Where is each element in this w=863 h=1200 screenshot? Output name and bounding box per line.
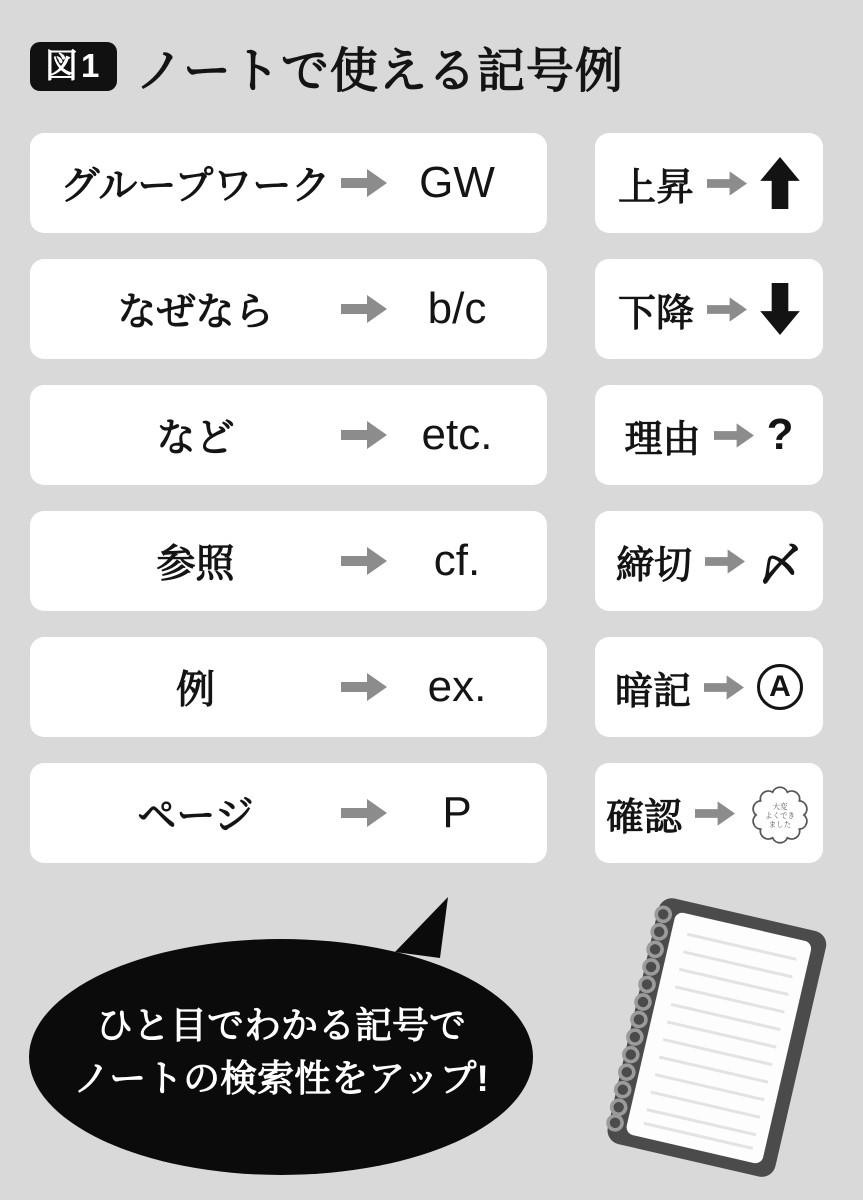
figure-number-badge: 図1: [30, 42, 117, 90]
bubble-caption: [45, 1000, 517, 1105]
symbol-card-confirm: [595, 763, 823, 863]
symbol-card-deadline: [595, 511, 823, 611]
card-label: グループワーク: [60, 165, 331, 208]
right-arrow-icon: [704, 675, 744, 700]
bubble-caption-line2: ノートの検索性をアップ!: [73, 1057, 489, 1099]
svg-text:よくでき: よくでき: [765, 811, 795, 820]
up-arrow-icon: [760, 157, 800, 209]
card-label: なぜなら: [117, 291, 274, 334]
card-label: 確認: [605, 796, 682, 839]
right-arrow-icon: [707, 297, 747, 322]
right-arrow-icon: [714, 423, 754, 448]
card-symbol: etc.: [421, 410, 493, 459]
card-label: 上昇: [617, 166, 694, 209]
svg-text:ました: ました: [768, 820, 792, 829]
card-label: 参照: [156, 543, 235, 586]
symbol-card-etcetera: [30, 385, 547, 485]
symbol-card-fall: [595, 259, 823, 359]
svg-text:大変: 大変: [772, 802, 788, 811]
card-symbol: ?: [766, 410, 794, 459]
card-symbol: 〆: [758, 541, 802, 590]
approval-stamp-icon: [748, 781, 812, 845]
symbol-card-memorize: [595, 637, 823, 737]
card-label: 暗記: [614, 670, 691, 713]
card-label: ページ: [137, 795, 254, 838]
right-arrow-icon: [341, 421, 387, 449]
symbol-card-groupwork: [30, 133, 547, 233]
card-label: 下降: [617, 292, 694, 335]
right-arrow-icon: [341, 295, 387, 323]
right-arrow-icon: [695, 801, 735, 826]
right-arrow-icon: [707, 171, 747, 196]
card-label: 例: [175, 669, 215, 712]
left-column: [30, 133, 547, 889]
symbol-card-page: [30, 763, 547, 863]
right-arrow-icon: [341, 547, 387, 575]
right-arrow-icon: [341, 169, 387, 197]
symbol-card-because: [30, 259, 547, 359]
notebook-illustration: [583, 896, 857, 1200]
symbol-card-reason: [595, 385, 823, 485]
card-label: 理由: [624, 418, 701, 461]
card-symbol: P: [442, 788, 472, 837]
right-arrow-icon: [341, 673, 387, 701]
right-arrow-icon: [705, 549, 745, 574]
right-arrow-icon: [341, 799, 387, 827]
figure-title: ノートで使える記号例: [135, 45, 624, 98]
card-symbol: ex.: [427, 662, 487, 711]
circled-a-icon: A: [757, 664, 803, 710]
card-label: 締切: [615, 544, 692, 587]
symbol-card-reference: [30, 511, 547, 611]
card-symbol: b/c: [427, 284, 487, 333]
down-arrow-icon: [760, 283, 800, 335]
symbol-card-example: [30, 637, 547, 737]
figure-header: [30, 32, 624, 101]
card-symbol: GW: [419, 158, 495, 207]
right-column: [595, 133, 823, 889]
card-label: など: [156, 417, 235, 460]
bubble-caption-line1: ひと目でわかる記号で: [96, 1005, 466, 1046]
card-symbol: cf.: [433, 536, 481, 585]
symbol-card-rise: [595, 133, 823, 233]
